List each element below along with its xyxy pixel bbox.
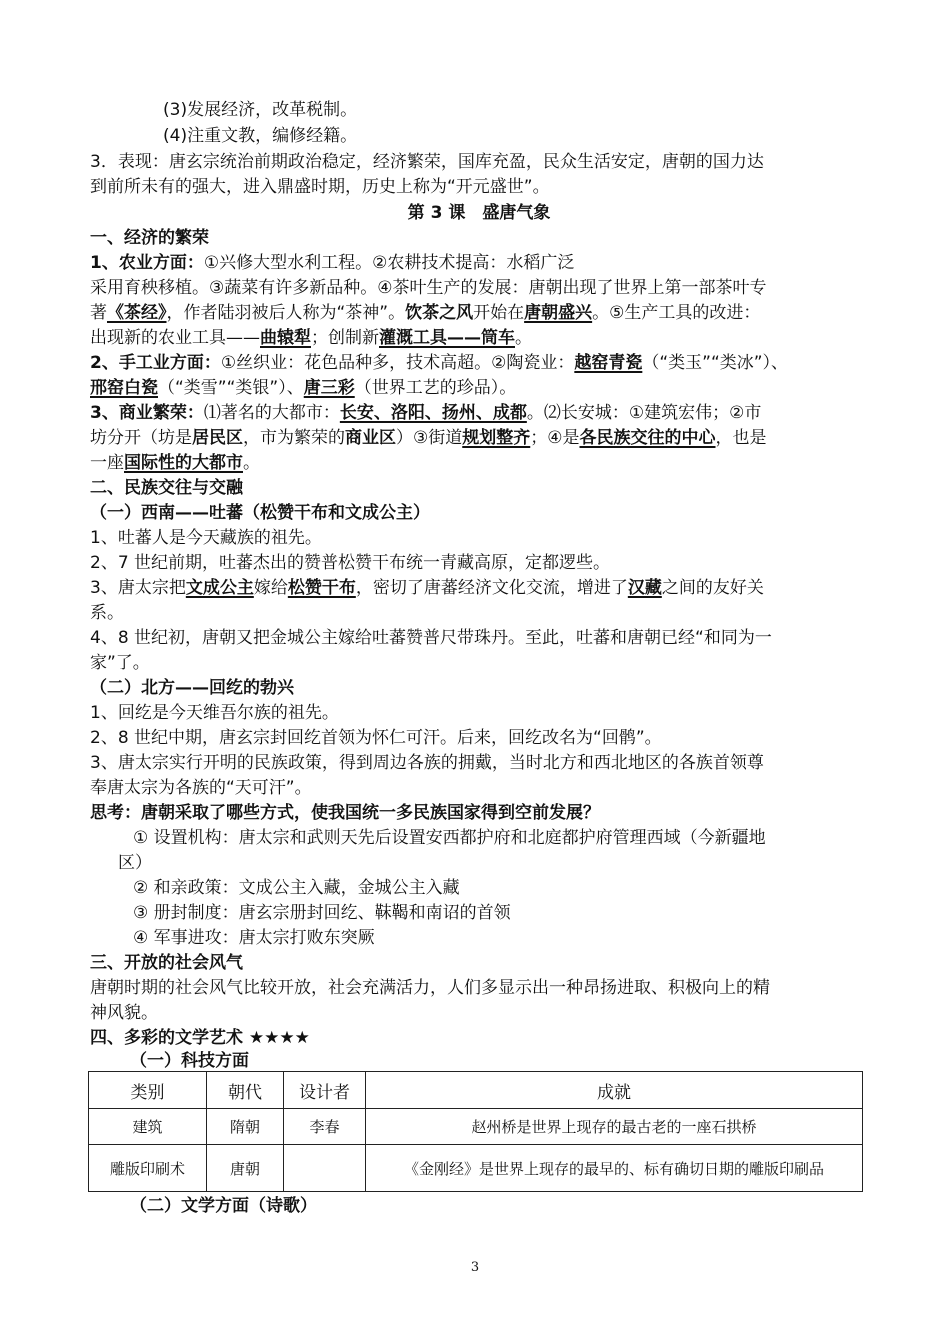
agri-line-1	[90, 251, 868, 276]
reform-item-4: (4)注重文教，编修经籍。	[163, 126, 358, 146]
science-table	[88, 1071, 863, 1192]
tubo-3	[90, 576, 868, 601]
agri-text-1: ①兴修大型水利工程。②农耕技术提高：水稻广泛	[203, 253, 575, 273]
tubo-3g: 之间的友好关	[661, 578, 764, 598]
agri-3e: 开始在	[473, 303, 525, 323]
uighur-3a: 3、唐太宗实行开明的民族政策，得到周边各族的拥戴，当时北方和西北地区的各族首领尊	[90, 753, 764, 773]
curved-plough: 曲辕犁	[260, 328, 311, 348]
uighur-subheading: （二）北方——回纥的勃兴	[90, 678, 294, 698]
comm-1a: ⑴著名的大都市：	[203, 403, 340, 423]
comm-3c: 。	[243, 453, 260, 473]
agri-3g: 。⑤生产工具的改进：	[592, 303, 761, 323]
agri-4a: 出现新的农业工具——	[90, 328, 260, 348]
comm-2i: ，也是	[715, 428, 767, 448]
agri-line-2: 采用育秧移植。③蔬菜有许多新品种。④茶叶生产的发展：唐朝出现了世界上第一部茶叶专	[90, 278, 767, 298]
craft-line-2	[90, 376, 868, 401]
comm-1c: 。⑵长安城：①建筑宏伟；②市	[526, 403, 762, 423]
agri-4e: 。	[515, 328, 532, 348]
agri-3a: 著	[90, 303, 107, 323]
tubo-4b: 家”了。	[90, 653, 150, 673]
tubo-4a: 4、8 世纪初，唐朝又把金城公主嫁给吐蕃赞普尺带珠丹。至此，吐蕃和唐朝已经“和同为一	[90, 628, 772, 648]
comm-3a: 一座	[90, 453, 124, 473]
international-metropolis: 国际性的大都市	[124, 453, 243, 473]
tubo-3a: 3、唐太宗把	[90, 578, 186, 598]
cell: 雕版印刷术	[89, 1145, 207, 1192]
uighur-2: 2、8 世纪中期，唐玄宗封回纥首领为怀仁可汗。后来，回纥改名为“回鹘”。	[90, 728, 662, 748]
craft-2d: （世界工艺的珍品）。	[354, 378, 517, 398]
col-designer: 设计者	[284, 1072, 366, 1109]
tubo-3c: 嫁给	[253, 578, 288, 598]
society-line-2: 神风貌。	[90, 1003, 158, 1023]
comm-2c: ，市为繁荣的	[243, 428, 345, 448]
uighur-3b: 奉唐太宗为各族的“天可汗”。	[90, 778, 312, 798]
way-1a: ① 设置机构：唐太宗和武则天先后设置安西都护府和北庭都护府管理西域（今新疆地	[133, 828, 766, 848]
yue-celadon: 越窑青瓷	[574, 353, 643, 373]
page-number: 3	[470, 1260, 480, 1275]
society-line-1: 唐朝时期的社会风气比较开放，社会充满活力，人们多显示出一种昂扬进取、积极向上的精	[90, 978, 770, 998]
uighur-1: 1、回纥是今天维吾尔族的祖先。	[90, 703, 339, 723]
comm-label: 3、商业繁荣：	[90, 403, 204, 423]
lesson-title: 第 3 课 盛唐气象	[407, 203, 551, 223]
comm-line-3	[90, 451, 868, 476]
think-question: 思考：唐朝采取了哪些方式，使我国统一多民族国家得到空前发展？	[90, 803, 600, 823]
tea-drinking: 饮茶之风	[405, 303, 474, 323]
tang-sancai: 唐三彩	[303, 378, 355, 398]
cell: 赵州桥是世界上现存的最古老的一座石拱桥	[366, 1109, 863, 1145]
han-tibet: 汉藏	[627, 578, 662, 598]
cell: 唐朝	[207, 1145, 284, 1192]
agri-line-3	[90, 301, 868, 326]
tubo-3e: ，密切了唐蕃经济文化交流，增进了	[355, 578, 628, 598]
section-1-heading: 一、经济的繁荣	[90, 228, 209, 248]
comm-line-2	[90, 426, 868, 451]
cell: 李春	[284, 1109, 366, 1145]
comm-2e: ）③街道	[396, 428, 463, 448]
major-cities: 长安、洛阳、扬州、成都	[339, 403, 527, 423]
craft-line-1	[90, 351, 872, 376]
craft-1c: （“类玉”“类冰”）、	[642, 353, 789, 373]
table-row	[89, 1145, 863, 1192]
planned-streets: 规划整齐	[462, 428, 531, 448]
comm-2a: 坊分开（坊是	[90, 428, 192, 448]
way-4: ④ 军事进攻：唐太宗打败东突厥	[133, 928, 375, 948]
agri-4c: ；创制新	[311, 328, 379, 348]
tea-classic: 《茶经》	[107, 303, 167, 323]
tech-subheading: （一）科技方面	[130, 1051, 249, 1071]
princess-wencheng: 文成公主	[185, 578, 254, 598]
section-2-heading: 二、民族交往与交融	[90, 478, 243, 498]
col-category: 类别	[89, 1072, 207, 1109]
craft-label: 2、手工业方面：	[90, 353, 221, 373]
way-3: ③ 册封制度：唐玄宗册封回纥、靺鞨和南诏的首领	[133, 903, 511, 923]
col-dynasty: 朝代	[207, 1072, 284, 1109]
xing-white-porcelain: 邢窑白瓷	[90, 378, 158, 398]
section-3-heading: 三、开放的社会风气	[90, 953, 243, 973]
cell: 隋朝	[207, 1109, 284, 1145]
cell: 建筑	[89, 1109, 207, 1145]
tubo-subheading: （一）西南——吐蕃（松赞干布和文成公主）	[90, 503, 430, 523]
agri-label: 1、农业方面：	[90, 253, 204, 273]
cell	[284, 1145, 366, 1192]
performance-line-2: 到前所未有的强大，进入鼎盛时期，历史上称为“开元盛世”。	[90, 177, 550, 197]
commercial-area: 商业区	[345, 428, 396, 448]
reform-item-3: (3)发展经济，改革税制。	[163, 100, 358, 120]
agri-3c: ，作者陆羽被后人称为“茶神”。	[166, 303, 406, 323]
table-header-row	[89, 1072, 863, 1109]
ethnic-center: 各民族交往的中心	[579, 428, 716, 448]
craft-1a: ①丝织业：花色品种多，技术高超。②陶瓷业：	[220, 353, 575, 373]
literature-subheading: （二）文学方面（诗歌）	[130, 1196, 317, 1216]
residential-area: 居民区	[192, 428, 243, 448]
section-4-heading: 四、多彩的文学艺术 ★★★★	[90, 1028, 310, 1048]
way-2: ② 和亲政策：文成公主入藏，金城公主入藏	[133, 878, 460, 898]
tubo-2: 2、7 世纪前期，吐蕃杰出的赞普松赞干布统一青藏高原，定都逻些。	[90, 553, 611, 573]
water-wheel: 灌溉工具——筒车	[379, 328, 515, 348]
table-row	[89, 1109, 863, 1145]
tubo-3-cont: 系。	[90, 603, 124, 623]
craft-2b: （“类雪”“类银”）、	[158, 378, 304, 398]
col-achievement: 成就	[366, 1072, 863, 1109]
comm-line-1	[90, 401, 868, 426]
cell: 《金刚经》是世界上现存的最早的、标有确切日期的雕版印刷品	[366, 1145, 863, 1192]
songtsen-gampo: 松赞干布	[287, 578, 356, 598]
tang-flourish: 唐朝盛兴	[524, 303, 593, 323]
agri-line-4	[90, 326, 868, 351]
tubo-1: 1、吐蕃人是今天藏族的祖先。	[90, 528, 322, 548]
performance-line-1: 3．表现：唐玄宗统治前期政治稳定，经济繁荣，国库充盈，民众生活安定，唐朝的国力达	[90, 152, 764, 172]
way-1b: 区）	[118, 853, 152, 873]
comm-2g: ；④是	[530, 428, 580, 448]
